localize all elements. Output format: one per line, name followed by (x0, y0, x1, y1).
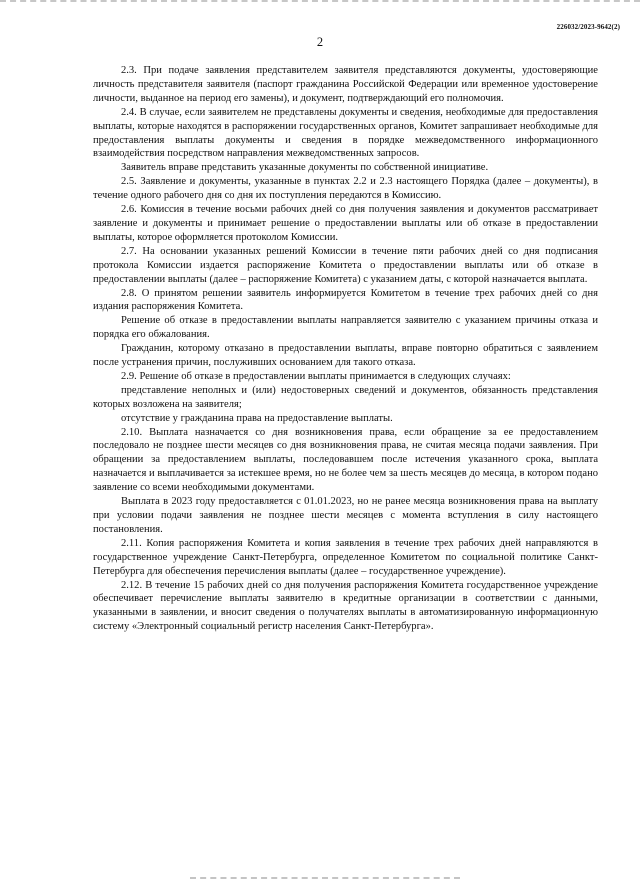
scan-edge-bottom (190, 877, 460, 883)
paragraph-initiative: Заявитель вправе представить указанные документы по собственной инициативе. (121, 162, 489, 174)
scan-edge-top (0, 0, 640, 7)
document-body (93, 64, 598, 634)
page-number: 2 (316, 35, 324, 49)
paragraph-2-4: 2.4. В случае, если заявителем не представлены документы и сведения, необходимые для предоставления выплаты, которые находятся в распоряжении государственных органов, Комитет запрашивает необходимые для предоставления выплаты документы и сведения в порядке межведомственного информационного взаимодействия посредством направления межведомственных запросов. (93, 106, 598, 160)
paragraph-2-11: 2.11. Копия распоряжения Комитета и копия заявления в течение трех рабочих дней направляются в государственное учреждение Санкт-Петербурга, определенное Комитетом по социальной политике Санкт-Петербурга для обеспечения перечисления выплаты (далее – государственное учреждение). (93, 537, 598, 577)
list-item-incomplete-docs: представление неполных и (или) недостоверных сведений и документов, обязанность представления которых возложена на заявителя; (93, 384, 598, 410)
list-item-no-right: отсутствие у гражданина права на предоставление выплаты. (121, 412, 393, 424)
paragraph-2-9: 2.9. Решение об отказе в предоставлении выплаты принимается в следующих случаях: (121, 370, 511, 382)
paragraph-2-10: 2.10. Выплата назначается со дня возникновения права, если обращение за ее предоставлением последовало не позднее шести месяцев со дня возникновения права, не считая месяца подачи заявления. При обращении за предоставлением выплаты, последовавшем после истечения указанного срока, выплата назначается и выплачивается за истекшее время, но не более чем за шесть месяцев до месяца, в котором подано заявление со всеми необходимыми документами. (93, 426, 598, 494)
paragraph-2-12: 2.12. В течение 15 рабочих дней со дня получения распоряжения Комитета государственное учреждение обеспечивает перечисление выплаты заявителю в кредитные организации в соответствии с данными, указанными в заявлении, и вносит сведения о получателях выплаты в автоматизированную информационную систему «Электронный социальный регистр населения Санкт-Петербурга». (93, 579, 598, 633)
paragraph-refusal-notice: Решение об отказе в предоставлении выплаты направляется заявителю с указанием причины отказа и порядка его обжалования. (93, 315, 598, 341)
paragraph-2-8: 2.8. О принятом решении заявитель информируется Комитетом в течение трех рабочих дней со дня издания распоряжения Комитета. (93, 287, 598, 313)
paragraph-2023-payment: Выплата в 2023 году предоставляется с 01.01.2023, но не ранее месяца возникновения права на выплату при условии подачи заявления не позднее шести месяцев с момента вступления в силу настоящего постановления. (93, 496, 598, 535)
paragraph-2-7: 2.7. На основании указанных решений Комиссии в течение пяти рабочих дней со дня подписания протокола Комиссии издается распоряжение Комитета о предоставлении выплаты или об отказе в предоставлении выплаты (далее – распоряжение Комитета) с указанием даты, с которой назначается выплата. (93, 245, 598, 285)
document-number: 226032/2023-9642(2) (556, 23, 620, 31)
paragraph-2-5: 2.5. Заявление и документы, указанные в пунктах 2.2 и 2.3 настоящего Порядка (далее – документы), в течение одного рабочего дня со дня их поступления передаются в Комиссию. (93, 176, 598, 202)
paragraph-2-6: 2.6. Комиссия в течение восьми рабочих дней со дня получения заявления и документов рассматривает заявление и документы и принимает решение о предоставлении выплаты или об отказе в предоставлении выплаты, которое оформляется протоколом Комиссии. (93, 204, 598, 243)
paragraph-2-3: 2.3. При подаче заявления представителем заявителя представляются документы, удостоверяющие личность представителя заявителя (паспорт гражданина Российской Федерации или временное удостоверение личности, выданное на период его замены), и документ, подтверждающий его полномочия. (93, 65, 598, 104)
paragraph-reapply: Гражданин, которому отказано в предоставлении выплаты, вправе повторно обратиться с заявлением после устранения причин, послуживших основанием для такого отказа. (93, 343, 598, 369)
